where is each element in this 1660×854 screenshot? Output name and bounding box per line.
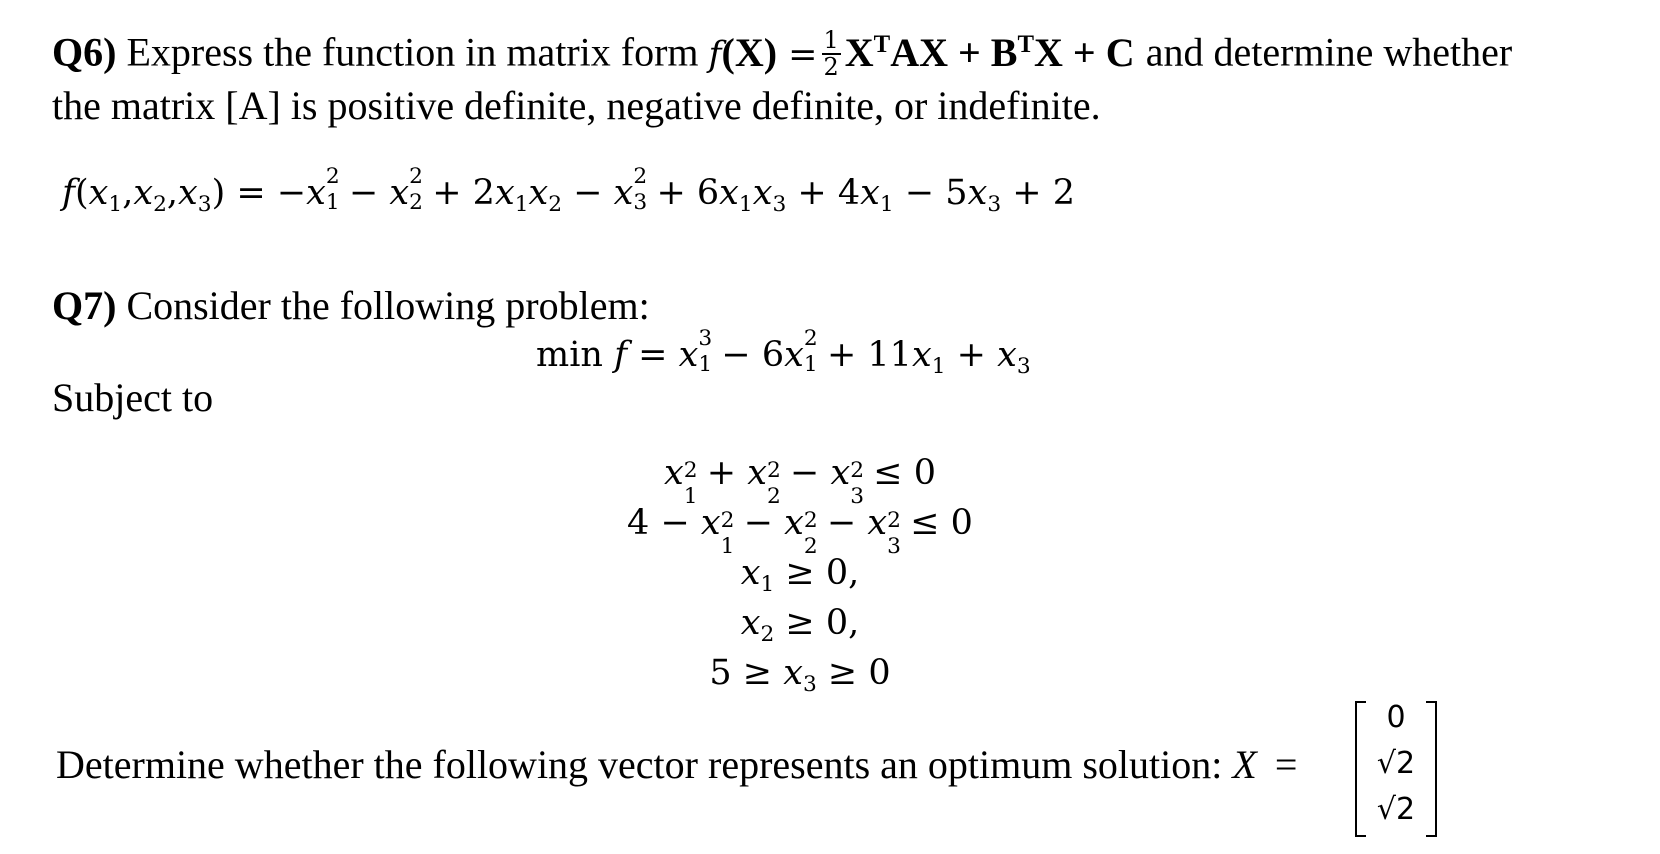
q6-line-2: the matrix [A] is positive definite, negative definite, or indefinite. [52,83,1101,128]
q6-tail-text: and determine whether [1145,29,1513,75]
constraint-3: $x_1 \ge 0$, [740,553,860,597]
determine-statement: Determine whether the following vector represents an optimum solution: X = [56,742,1298,787]
solution-vector [1355,695,1437,841]
q6-line-1 [52,26,1513,82]
right-bracket [1426,701,1437,837]
vector-entry-1: 0 [1386,700,1406,735]
vector-entry-2: √2 [1376,746,1416,781]
constraints-block [560,448,1040,698]
q6-intro-text: Express the function in matrix form [126,29,699,75]
q7-intro-text: Consider the following problem: [126,283,650,328]
q7-label: Q7) [52,283,117,328]
constraint-4: $x_2 \ge 0$, [740,603,860,647]
q7-heading [52,283,650,328]
one-half-fraction: $\frac{1}{2}$ [823,26,839,82]
q6-function-equation: $f(x_1,x_2,x_3) = -x$ 2 1 − x 2 2 + $2x_1x_2 - x$ 2 3 + $6x_1x_3 + 4x_1 - 5x_3 + 2$ [62,164,1075,217]
constraint-1: x 2 1 + x 2 2 − x 2 3 ≤ 0 [663,453,937,510]
subject-to-label: Subject to [52,375,214,420]
constraint-5: $5 \ge x_3 \ge 0$ [709,653,891,697]
q6-matrix-formula: f(X) = $\frac{1}{2}$ $X^TAX + B^TX + C$ [708,26,1135,82]
q7-objective: min f = x 3 1 − 6x 2 1 + $11x_1 + x_3$ [536,326,1031,379]
q6-label: Q6) [52,29,117,75]
constraint-2: 4 − x 2 1 − x 2 2 − x 2 3 ≤ 0 [627,503,973,560]
vector-entry-3: √2 [1376,792,1416,827]
